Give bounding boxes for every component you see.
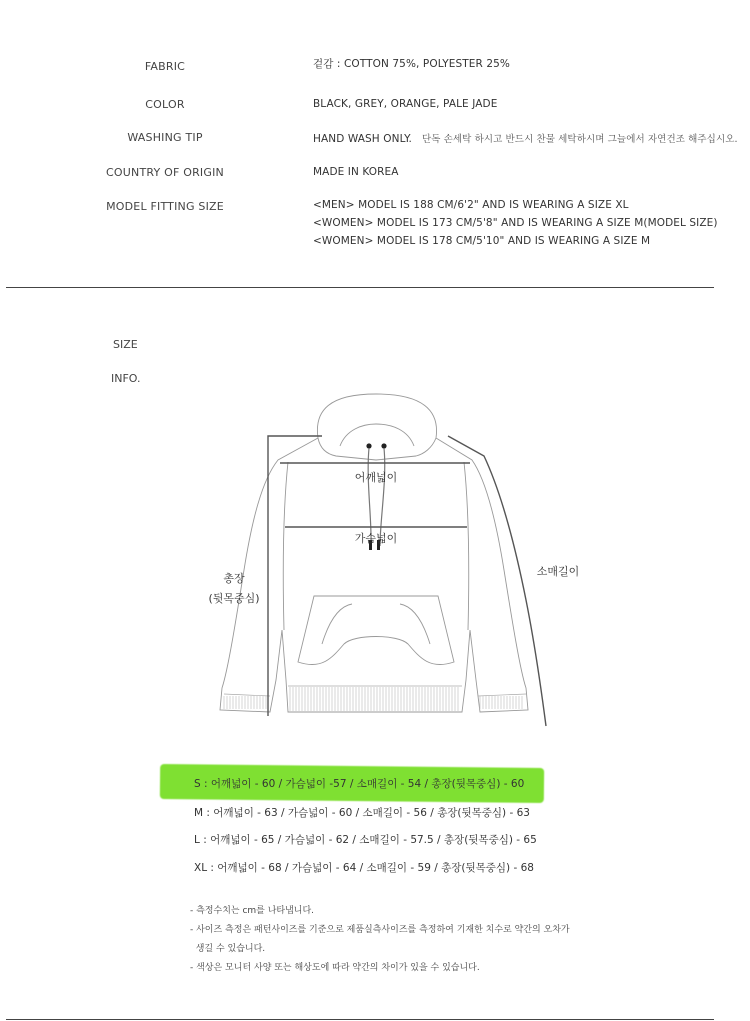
fabric-label: FABRIC xyxy=(144,60,186,73)
size-row-l: L : 어깨넓이 - 65 / 가슴넓이 - 62 / 소매길이 - 57.5 / 총장(뒷목중심) - 65 xyxy=(194,834,537,846)
hoodie-diagram xyxy=(0,380,750,740)
note-line: - 색상은 모니터 사양 또는 해상도에 따라 약간의 차이가 있을 수 있습니다. xyxy=(190,963,480,973)
sleeve-label: 소매길이 xyxy=(536,565,580,578)
note-line: - 사이즈 측정은 패턴사이즈를 기준으로 제품실측사이즈를 측정하여 기재한 치수로 약간의 오차가 xyxy=(190,925,570,935)
origin-value: MADE IN KOREA xyxy=(313,166,399,178)
size-row-s: S : 어깨넓이 - 60 / 가슴넓이 -57 / 소매길이 - 54 / 총장(뒷목중심) - 60 xyxy=(194,778,525,790)
length-sublabel: (뒷목중심) xyxy=(208,592,260,605)
length-label: 총장 xyxy=(223,572,245,585)
pocket-inner xyxy=(322,604,430,644)
washing-tip-value xyxy=(313,131,738,145)
model-fitting-line: <WOMEN> MODEL IS 173 CM/5'8" AND IS WEARING A SIZE M(MODEL SIZE) xyxy=(313,217,718,229)
hood-outline xyxy=(317,394,436,460)
washing-tip-label: WASHING TIP xyxy=(127,131,203,144)
armhole-left xyxy=(283,462,288,630)
kangaroo-pocket xyxy=(298,596,454,665)
bottom-divider xyxy=(6,1019,714,1020)
hood-inner xyxy=(340,424,414,446)
model-fitting-label: MODEL FITTING SIZE xyxy=(106,200,224,213)
section-divider xyxy=(6,287,714,288)
sleeve-line xyxy=(448,436,546,726)
measurement-lines xyxy=(268,436,546,726)
fabric-value: 겉감 : COTTON 75%, POLYESTER 25% xyxy=(313,58,510,70)
shoulder-label: 어깨넓이 xyxy=(354,471,398,484)
size-row-m: M : 어깨넓이 - 63 / 가슴넓이 - 60 / 소매길이 - 56 / 총장(뒷목중심) - 63 xyxy=(194,807,530,819)
color-value: BLACK, GREY, ORANGE, PALE JADE xyxy=(313,98,498,110)
length-line xyxy=(268,436,322,716)
model-fitting-line: <WOMEN> MODEL IS 178 CM/5'10" AND IS WEARING A SIZE M xyxy=(313,235,651,247)
washing-tip-note: 단독 손세탁 하시고 반드시 찬물 세탁하시며 그늘에서 자연건조 해주십시오. xyxy=(421,134,738,145)
size-heading: SIZE xyxy=(113,338,138,351)
chest-label: 가슴넓이 xyxy=(354,532,398,545)
info-heading: INFO. xyxy=(111,372,141,385)
model-fitting-line: <MEN> MODEL IS 188 CM/6'2" AND IS WEARING A SIZE XL xyxy=(313,199,629,211)
origin-label: COUNTRY OF ORIGIN xyxy=(106,166,224,179)
ribbing xyxy=(224,686,526,696)
size-row-xl: XL : 어깨넓이 - 68 / 가슴넓이 - 64 / 소매길이 - 59 / 총장(뒷목중심) - 68 xyxy=(194,862,534,874)
note-line: 생길 수 있습니다. xyxy=(190,944,266,954)
washing-tip-main: HAND WASH ONLY. xyxy=(313,133,412,145)
note-line: - 측정수치는 cm를 나타냅니다. xyxy=(190,906,315,916)
model-fitting-value xyxy=(313,196,718,250)
armhole-right xyxy=(464,462,469,630)
color-label: COLOR xyxy=(145,98,185,111)
